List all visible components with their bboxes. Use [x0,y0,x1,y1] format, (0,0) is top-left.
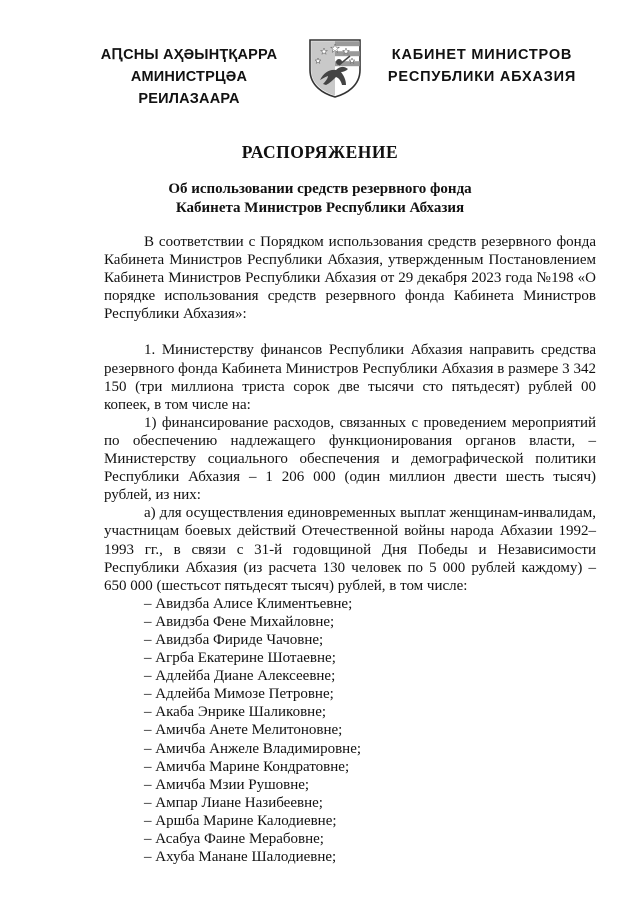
clause-1-1-a: а) для осуществления единовременных выплат женщинам-инвалидам, участницам боевых действий Отечественной войны народа Абхазии 1992–1993 гг., в связи с 31-й годовщиной Дня Победы и Независимости Республики Абхазия (из расчета 130 человек по 5 000 рублей каждому) – 650 000 (шестьсот пятьдесят тысяч) рублей, в том числе: [104,505,596,594]
list-item: – Аршба Марине Калодиевне; [144,812,337,829]
clause-1: 1. Министерству финансов Республики Абхазия направить средства резервного фонда Кабинета Министров Республики Абхазия в размере 3 342 150 (три миллиона триста сорок две тысячи сто пятьдесят) рублей 00 копеек, в том числе на: [104,342,596,413]
document-body [104,233,596,866]
letterhead-abkhaz-line1: АԤСНЫ АҲӘЫНҬҚАРРА [100,47,278,63]
list-item: – Адлейба Мимозе Петровне; [144,686,334,703]
list-item: – Акаба Энрике Шаликовне; [144,704,327,721]
list-item: – Авидзба Фириде Чачовне; [144,631,324,648]
letterhead-abkhaz-line2: АМИНИСТРЦӘА РЕИЛАЗААРА [130,69,248,107]
list-item: – Амичба Марине Кондратовне; [144,758,350,775]
list-item: – Асабуа Фаине Мерабовне; [144,831,324,847]
letterhead-abkhaz [84,44,294,110]
list-item: – Амичба Анете Мелитоновне; [144,722,343,739]
list-item: – Адлейба Диане Алексеевне; [144,668,336,685]
document-title: РАСПОРЯЖЕНИЕ [241,142,399,162]
paragraph-gap [104,323,596,341]
list-item: – Авидзба Фене Михайловне; [144,613,335,630]
document-subject [0,180,640,218]
list-item: – Ахуба Манане Шалодиевне; [144,849,337,866]
list-item: – Авидзба Алисе Климентьевне; [144,595,353,612]
preamble-paragraph: В соответствии с Порядком использования средств резервного фонда Кабинета Министров Республики Абхазия, утвержденным Постановлением Кабинета Министров Республики Абхазия от 29 декабря 2023 года №198 «О порядке использования средств резервного фонда Кабинета Министров Республики Абхазия»: [104,234,596,323]
subject-line1: Об использовании средств резервного фонда [168,181,472,197]
list-item: – Амичба Анжеле Владимировне; [144,740,362,757]
letterhead-russian-line2: РЕСПУБЛИКИ АБХАЗИЯ [387,69,577,85]
recipients-list [104,595,596,866]
coat-of-arms-icon [306,36,364,98]
letterhead-russian-line1: КАБИНЕТ МИНИСТРОВ [391,47,573,63]
list-item: – Агрба Екатерине Шотаевне; [144,650,336,667]
list-item: – Ампар Лиане Назибеевне; [144,794,323,811]
list-item: – Амичба Мзии Рушовне; [144,776,310,793]
letterhead [0,0,640,110]
subject-line2: Кабинета Министров Республики Абхазия [175,200,465,216]
clause-1-1: 1) финансирование расходов, связанных с проведением мероприятий по обеспечению надлежащего функционирования органов власти, – Министерству социального обеспечения и демографической политики Республики Абхазия – 1 206 000 (один миллион двести шесть тысяч) рублей, из них: [104,414,596,504]
letterhead-russian [382,44,582,88]
